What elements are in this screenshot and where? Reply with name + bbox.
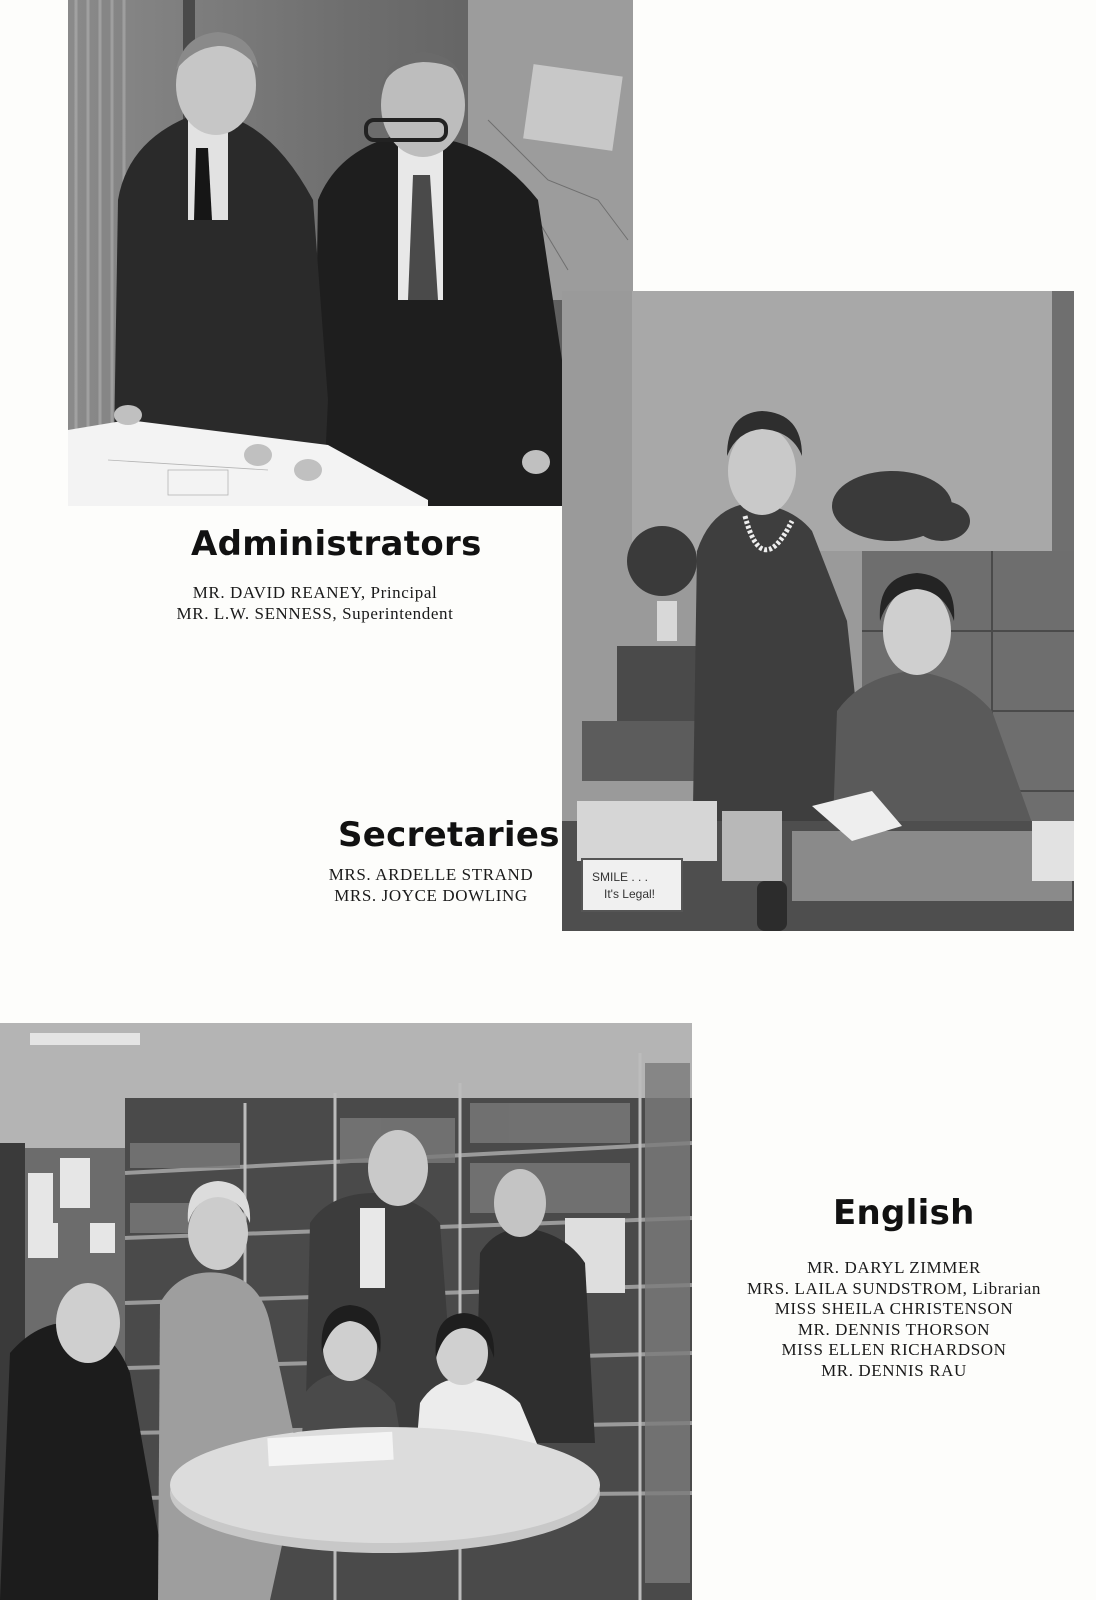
administrators-names [140, 583, 490, 624]
secretaries-names [312, 865, 550, 906]
english-photo [0, 1023, 692, 1600]
english-heading: English [833, 1193, 975, 1233]
english-teacher-name: MISS SHEILA CHRISTENSON [774, 1299, 1014, 1318]
secretary-name: MRS. JOYCE DOWLING [334, 885, 528, 905]
english-teacher-name: MR. DARYL ZIMMER [807, 1258, 981, 1277]
english-teacher-name: MISS ELLEN RICHARDSON [781, 1340, 1007, 1359]
administrator-name: MR. DAVID REANEY, Principal [192, 583, 438, 602]
desk-sign-line-1: SMILE . . . [592, 870, 649, 884]
administrators-photo [68, 0, 633, 506]
english-names [718, 1258, 1070, 1381]
english-teacher-name: MR. DENNIS RAU [821, 1360, 967, 1380]
secretaries-photo-image [562, 291, 1074, 931]
administrator-name: MR. L.W. SENNESS, Superintendent [176, 603, 454, 623]
desk-sign-line-2: It's Legal! [604, 887, 655, 901]
administrators-heading: Administrators [191, 524, 482, 564]
english-teacher-name: MRS. LAILA SUNDSTROM, Librarian [747, 1278, 1041, 1298]
secretary-name: MRS. ARDELLE STRAND [328, 865, 534, 884]
english-teacher-name: MR. DENNIS THORSON [797, 1319, 991, 1339]
secretaries-photo [562, 291, 1074, 931]
secretaries-heading: Secretaries [338, 815, 560, 855]
administrators-photo-image [68, 0, 633, 506]
english-photo-image [0, 1023, 692, 1600]
